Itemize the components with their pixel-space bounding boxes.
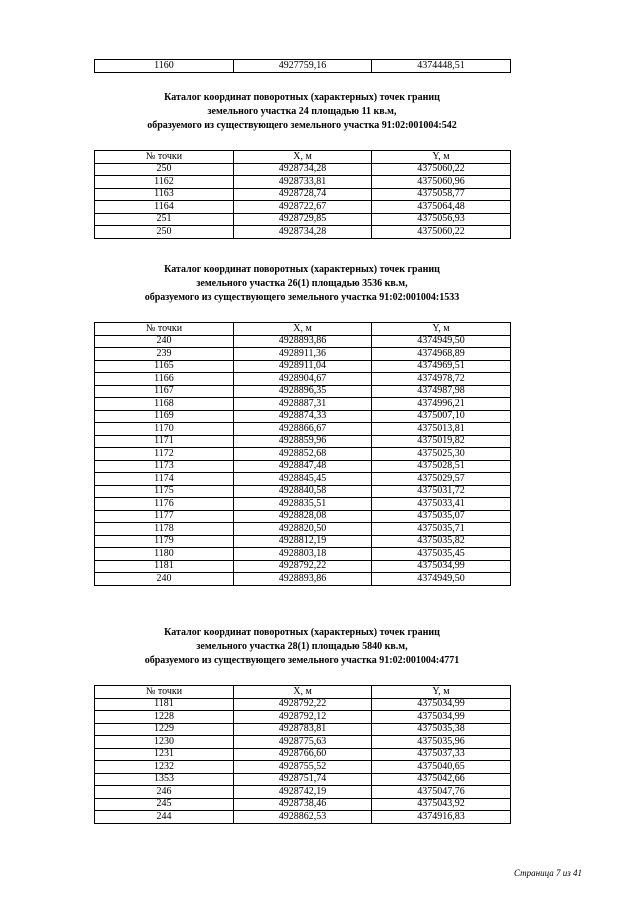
table-cell: 4928847,48 bbox=[234, 460, 372, 473]
heading-line: Каталог координат поворотных (характерных) точек границ bbox=[164, 264, 440, 275]
table-cell: 4928812,19 bbox=[234, 535, 372, 548]
table-cell: 4374949,50 bbox=[372, 335, 511, 348]
table-cell: 239 bbox=[95, 348, 234, 361]
table-row bbox=[95, 548, 511, 561]
table-row bbox=[95, 410, 511, 423]
table-cell: 4928792,22 bbox=[234, 560, 372, 573]
table-cell: 1162 bbox=[95, 176, 234, 189]
table-cell: 1171 bbox=[95, 435, 234, 448]
heading-line: Каталог координат поворотных (характерных) точек границ bbox=[164, 92, 440, 103]
table-row bbox=[95, 698, 511, 711]
table-cell: 4374448,51 bbox=[372, 60, 511, 73]
table-cell: 4375031,72 bbox=[372, 485, 511, 498]
table-cell: 4928734,28 bbox=[234, 226, 372, 239]
coordinate-table-1 bbox=[94, 150, 511, 239]
table-row bbox=[95, 423, 511, 436]
table-cell: 245 bbox=[95, 798, 234, 811]
table-row bbox=[95, 188, 511, 201]
table-body bbox=[95, 698, 511, 823]
heading-line: Каталог координат поворотных (характерных) точек границ bbox=[164, 627, 440, 638]
column-header: X, м bbox=[234, 151, 372, 164]
table-cell: 4375064,48 bbox=[372, 201, 511, 214]
table-cell: 1172 bbox=[95, 448, 234, 461]
table-cell: 4928862,53 bbox=[234, 811, 372, 824]
table-cell: 4375042,66 bbox=[372, 773, 511, 786]
column-header: X, м bbox=[234, 323, 372, 336]
table-body bbox=[95, 60, 511, 73]
table-cell: 251 bbox=[95, 213, 234, 226]
table-cell: 4374968,89 bbox=[372, 348, 511, 361]
table-cell: 1178 bbox=[95, 523, 234, 536]
table-header bbox=[95, 151, 511, 164]
table-body bbox=[95, 335, 511, 585]
table-row bbox=[95, 473, 511, 486]
table-cell: 4928738,46 bbox=[234, 798, 372, 811]
table-row bbox=[95, 510, 511, 523]
table-row bbox=[95, 711, 511, 724]
table-cell: 4375060,22 bbox=[372, 226, 511, 239]
table-cell: 240 bbox=[95, 335, 234, 348]
header-row bbox=[95, 323, 511, 336]
table-cell: 1231 bbox=[95, 748, 234, 761]
table-cell: 4928722,67 bbox=[234, 201, 372, 214]
table-cell: 1174 bbox=[95, 473, 234, 486]
table-cell: 4928792,12 bbox=[234, 711, 372, 724]
table-cell: 4928866,67 bbox=[234, 423, 372, 436]
table-cell: 4928904,67 bbox=[234, 373, 372, 386]
table-cell: 1175 bbox=[95, 485, 234, 498]
table-cell: 4375034,99 bbox=[372, 698, 511, 711]
table-row bbox=[95, 761, 511, 774]
table-cell: 1173 bbox=[95, 460, 234, 473]
header-row bbox=[95, 151, 511, 164]
table-cell: 4928835,51 bbox=[234, 498, 372, 511]
table-cell: 4375035,82 bbox=[372, 535, 511, 548]
table-cell: 4374916,83 bbox=[372, 811, 511, 824]
table-cell: 1164 bbox=[95, 201, 234, 214]
table-cell: 1163 bbox=[95, 188, 234, 201]
table-cell: 4374987,98 bbox=[372, 385, 511, 398]
table-cell: 4928852,68 bbox=[234, 448, 372, 461]
table-cell: 1167 bbox=[95, 385, 234, 398]
coordinate-table-3 bbox=[94, 685, 511, 824]
table-cell: 4375035,38 bbox=[372, 723, 511, 736]
table-cell: 1232 bbox=[95, 761, 234, 774]
table-row bbox=[95, 213, 511, 226]
table-header bbox=[95, 686, 511, 699]
table-cell: 1160 bbox=[95, 60, 234, 73]
table-cell: 4374969,51 bbox=[372, 360, 511, 373]
table-cell: 4375037,33 bbox=[372, 748, 511, 761]
table-row bbox=[95, 373, 511, 386]
table-row bbox=[95, 163, 511, 176]
table-cell: 4375029,57 bbox=[372, 473, 511, 486]
heading-line: земельного участка 26(1) площадью 3536 кв.м, bbox=[196, 278, 408, 289]
table-cell: 1170 bbox=[95, 423, 234, 436]
table-row bbox=[95, 60, 511, 73]
table-cell: 1176 bbox=[95, 498, 234, 511]
table-row bbox=[95, 435, 511, 448]
table-cell: 4375028,51 bbox=[372, 460, 511, 473]
table-cell: 4928911,04 bbox=[234, 360, 372, 373]
table-cell: 4375025,30 bbox=[372, 448, 511, 461]
table-cell: 1181 bbox=[95, 560, 234, 573]
table-cell: 4928911,36 bbox=[234, 348, 372, 361]
table-cell: 4375040,65 bbox=[372, 761, 511, 774]
table-cell: 4928803,18 bbox=[234, 548, 372, 561]
table-cell: 4375035,07 bbox=[372, 510, 511, 523]
table-cell: 4928783,81 bbox=[234, 723, 372, 736]
table-cell: 4375034,99 bbox=[372, 560, 511, 573]
table-cell: 4375033,41 bbox=[372, 498, 511, 511]
table-row bbox=[95, 748, 511, 761]
table-cell: 4375007,10 bbox=[372, 410, 511, 423]
coordinate-table-2 bbox=[94, 322, 511, 586]
table-cell: 4375019,82 bbox=[372, 435, 511, 448]
heading-line: земельного участка 28(1) площадью 5840 кв.м, bbox=[196, 641, 408, 652]
table-cell: 1169 bbox=[95, 410, 234, 423]
table-cell: 4928751,74 bbox=[234, 773, 372, 786]
table-cell: 4375035,71 bbox=[372, 523, 511, 536]
heading-line: земельного участка 24 площадью 11 кв.м, bbox=[207, 106, 397, 117]
table-cell: 4375043,92 bbox=[372, 798, 511, 811]
table-cell: 4928893,86 bbox=[234, 335, 372, 348]
table-cell: 250 bbox=[95, 226, 234, 239]
column-header: № точки bbox=[95, 686, 234, 699]
table-cell: 4928728,74 bbox=[234, 188, 372, 201]
table-cell: 1177 bbox=[95, 510, 234, 523]
table-cell: 4375034,99 bbox=[372, 711, 511, 724]
table-body bbox=[95, 163, 511, 238]
table-cell: 4928729,85 bbox=[234, 213, 372, 226]
column-header: № точки bbox=[95, 323, 234, 336]
table-cell: 4928820,50 bbox=[234, 523, 372, 536]
column-header: Y, м bbox=[372, 686, 511, 699]
table-row bbox=[95, 560, 511, 573]
column-header: Y, м bbox=[372, 323, 511, 336]
table-cell: 1165 bbox=[95, 360, 234, 373]
table-cell: 4927759,16 bbox=[234, 60, 372, 73]
table-row bbox=[95, 773, 511, 786]
table-cell: 4375056,93 bbox=[372, 213, 511, 226]
table-cell: 250 bbox=[95, 163, 234, 176]
table-cell: 244 bbox=[95, 811, 234, 824]
table-cell: 4928845,45 bbox=[234, 473, 372, 486]
table-cell: 1181 bbox=[95, 698, 234, 711]
table-row bbox=[95, 360, 511, 373]
table-cell: 4374996,21 bbox=[372, 398, 511, 411]
table-cell: 1179 bbox=[95, 535, 234, 548]
table-row bbox=[95, 811, 511, 824]
table-row bbox=[95, 201, 511, 214]
table-cell: 1229 bbox=[95, 723, 234, 736]
table-row bbox=[95, 798, 511, 811]
table-cell: 1230 bbox=[95, 736, 234, 749]
table-cell: 1228 bbox=[95, 711, 234, 724]
table-cell: 4928874,33 bbox=[234, 410, 372, 423]
table-row bbox=[95, 226, 511, 239]
continued-coordinate-table bbox=[94, 59, 511, 73]
table-cell: 240 bbox=[95, 573, 234, 586]
table-cell: 1166 bbox=[95, 373, 234, 386]
header-row bbox=[95, 686, 511, 699]
column-header: Y, м bbox=[372, 151, 511, 164]
heading-line: образуемого из существующего земельного участка 91:02:001004:4771 bbox=[144, 655, 460, 666]
table-row bbox=[95, 448, 511, 461]
table-row bbox=[95, 485, 511, 498]
table-cell: 4375058,77 bbox=[372, 188, 511, 201]
section-heading-1 bbox=[60, 91, 544, 133]
section-heading-2 bbox=[60, 263, 544, 305]
table-row bbox=[95, 385, 511, 398]
table-cell: 4375060,22 bbox=[372, 163, 511, 176]
table-cell: 4928893,86 bbox=[234, 573, 372, 586]
table-cell: 4375047,76 bbox=[372, 786, 511, 799]
table-row bbox=[95, 736, 511, 749]
table-row bbox=[95, 523, 511, 536]
table-cell: 4375035,96 bbox=[372, 736, 511, 749]
table-row bbox=[95, 335, 511, 348]
table-cell: 1180 bbox=[95, 548, 234, 561]
table-row bbox=[95, 176, 511, 189]
section-heading-3 bbox=[60, 626, 544, 668]
table-cell: 4374949,50 bbox=[372, 573, 511, 586]
table-cell: 4375013,81 bbox=[372, 423, 511, 436]
table-row bbox=[95, 398, 511, 411]
table-cell: 246 bbox=[95, 786, 234, 799]
table-cell: 4928766,60 bbox=[234, 748, 372, 761]
table-row bbox=[95, 348, 511, 361]
table-header bbox=[95, 323, 511, 336]
table-cell: 1168 bbox=[95, 398, 234, 411]
table-row bbox=[95, 573, 511, 586]
table-cell: 4928742,19 bbox=[234, 786, 372, 799]
table-cell: 4928840,58 bbox=[234, 485, 372, 498]
table-cell: 4928896,35 bbox=[234, 385, 372, 398]
table-row bbox=[95, 460, 511, 473]
table-cell: 1353 bbox=[95, 773, 234, 786]
table-cell: 4928792,22 bbox=[234, 698, 372, 711]
table-cell: 4928828,08 bbox=[234, 510, 372, 523]
page-number: Страница 7 из 41 bbox=[514, 868, 582, 878]
table-row bbox=[95, 786, 511, 799]
heading-line: образуемого из существующего земельного участка 91:02:001004:1533 bbox=[144, 292, 460, 303]
table-cell: 4928734,28 bbox=[234, 163, 372, 176]
table-cell: 4928887,31 bbox=[234, 398, 372, 411]
table-row bbox=[95, 723, 511, 736]
column-header: № точки bbox=[95, 151, 234, 164]
table-cell: 4374978,72 bbox=[372, 373, 511, 386]
table-cell: 4928775,63 bbox=[234, 736, 372, 749]
table-row bbox=[95, 535, 511, 548]
table-cell: 4928733,81 bbox=[234, 176, 372, 189]
table-cell: 4928859,96 bbox=[234, 435, 372, 448]
table-cell: 4928755,52 bbox=[234, 761, 372, 774]
table-row bbox=[95, 498, 511, 511]
column-header: X, м bbox=[234, 686, 372, 699]
table-cell: 4375035,45 bbox=[372, 548, 511, 561]
heading-line: образуемого из существующего земельного участка 91:02:001004:542 bbox=[147, 120, 457, 131]
table-cell: 4375060,96 bbox=[372, 176, 511, 189]
